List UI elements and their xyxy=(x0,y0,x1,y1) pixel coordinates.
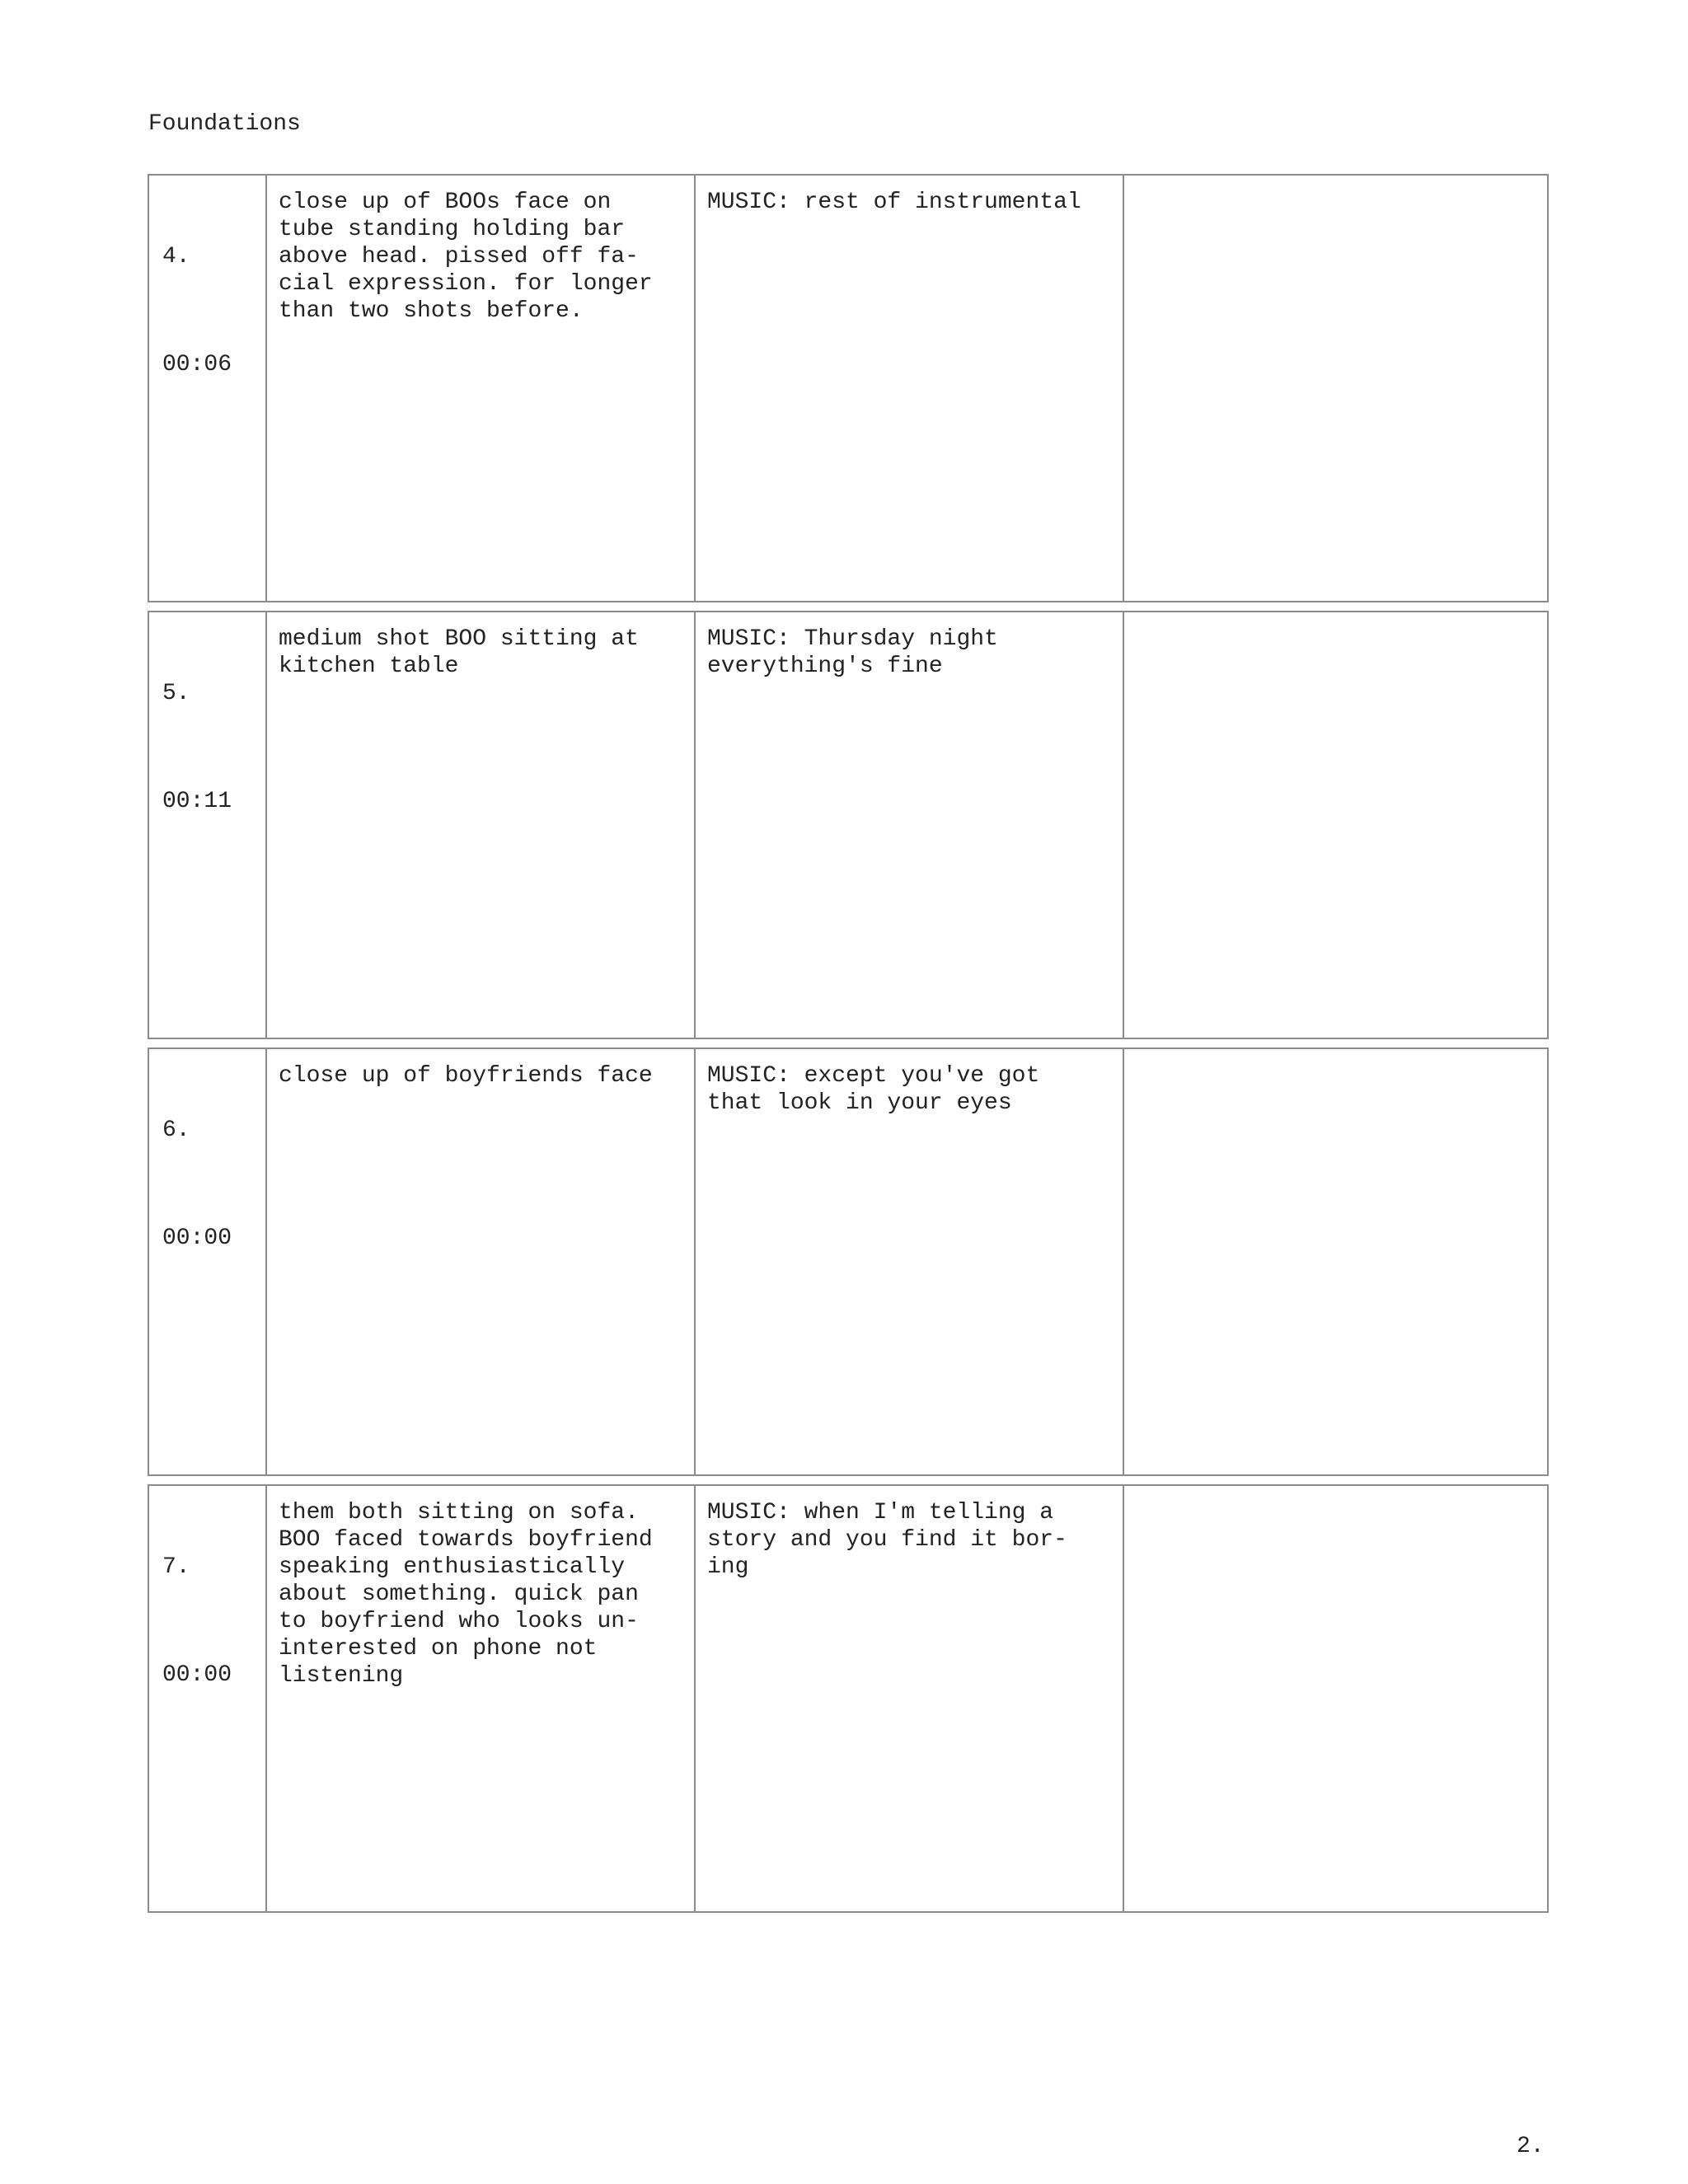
shot-audio-description: MUSIC: Thursday night everything's fine xyxy=(694,612,1123,1038)
shot-audio-description: MUSIC: except you've got that look in your eyes xyxy=(694,1049,1123,1474)
shot-visual-description: medium shot BOO sitting at kitchen table xyxy=(265,612,694,1038)
shot-visual-description: them both sitting on sofa. BOO faced towards boyfriend speaking enthusiastically about something. quick pan to boyfriend who looks un- interested on phone not listening xyxy=(265,1486,694,1911)
shot-image-frame xyxy=(1123,1486,1547,1911)
shot-audio-description: MUSIC: rest of instrumental xyxy=(694,176,1123,601)
shot-number-cell xyxy=(149,1486,265,1911)
shot-number-cell xyxy=(149,176,265,601)
shot-visual-description: close up of boyfriends face xyxy=(265,1049,694,1474)
shot-number: 6. xyxy=(162,1118,190,1143)
shot-number: 7. xyxy=(162,1554,190,1580)
shot-image-frame xyxy=(1123,612,1547,1038)
page-number: 2. xyxy=(1517,2134,1545,2159)
shot-image-frame xyxy=(1123,176,1547,601)
shot-visual-description: close up of BOOs face on tube standing holding bar above head. pissed off fa- cial expression. for longer than two shots before. xyxy=(265,176,694,601)
shot-image-frame xyxy=(1123,1049,1547,1474)
shot-time: 00:06 xyxy=(162,352,232,377)
shot-number-cell xyxy=(149,1049,265,1474)
shot-row-5 xyxy=(148,611,1549,1039)
shot-audio-description: MUSIC: when I'm telling a story and you find it bor- ing xyxy=(694,1486,1123,1911)
shot-row-4 xyxy=(148,174,1549,602)
shot-time: 00:11 xyxy=(162,789,232,814)
shot-row-7 xyxy=(148,1484,1549,1913)
shot-time: 00:00 xyxy=(162,1662,232,1688)
shot-number: 4. xyxy=(162,244,190,269)
document-title: Foundations xyxy=(148,111,301,137)
shot-number-cell xyxy=(149,612,265,1038)
shot-time: 00:00 xyxy=(162,1226,232,1251)
shot-number: 5. xyxy=(162,681,190,706)
shot-row-6 xyxy=(148,1047,1549,1476)
